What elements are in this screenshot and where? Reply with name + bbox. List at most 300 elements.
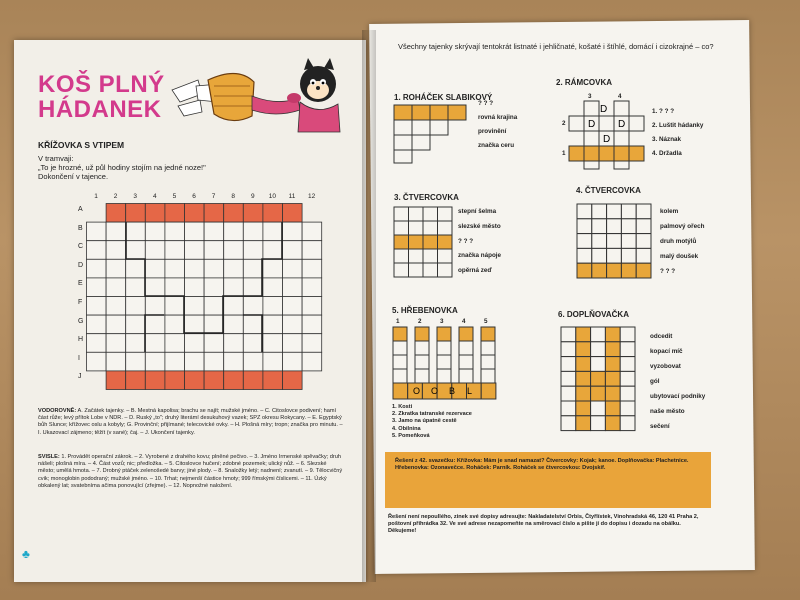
puzzle2-letter: D — [603, 134, 611, 145]
crossword-cell[interactable] — [243, 222, 263, 241]
crossword-cell[interactable] — [145, 241, 165, 260]
crossword-cell[interactable] — [185, 222, 205, 241]
puzzle4-cell[interactable] — [636, 234, 651, 249]
puzzle3-cell[interactable] — [409, 249, 424, 263]
column-number: 2 — [113, 193, 118, 200]
crossword-cell[interactable] — [145, 278, 165, 297]
crossword-cell[interactable] — [283, 278, 303, 297]
crossword-cell[interactable] — [243, 315, 263, 334]
crossword-cell[interactable] — [106, 315, 126, 334]
puzzle5-cell[interactable] — [437, 341, 451, 355]
crossword-cell[interactable] — [87, 241, 107, 260]
tajenka-cell[interactable] — [283, 371, 303, 390]
puzzle5-cell[interactable] — [415, 327, 429, 341]
puzzle5-cell[interactable] — [481, 355, 495, 369]
puzzle3-cell[interactable] — [423, 235, 438, 249]
puzzle5-cell[interactable] — [393, 369, 407, 383]
puzzle3-cell[interactable] — [394, 263, 409, 277]
puzzle4-cell[interactable] — [607, 234, 622, 249]
crossword-cell[interactable] — [224, 334, 244, 353]
crossword-cell[interactable] — [185, 278, 205, 297]
puzzle5-number: 4 — [462, 318, 466, 325]
crossword-cell[interactable] — [106, 297, 126, 316]
puzzle5-cell[interactable] — [393, 327, 407, 341]
puzzle2-title: 2. RÁMCOVKA — [556, 78, 613, 87]
puzzle6-cell[interactable] — [605, 342, 620, 357]
crossword-cell[interactable] — [87, 334, 107, 353]
puzzle3-cell[interactable] — [394, 207, 409, 221]
across-clues: VODOROVNĚ: A. Začátek tajenky. – B. Mestná kapolisa; brachu se najít; mužské jméno. – C. Citoslovce podivení; hamí část růže; levý přítok Lobe v NDR. – D. Ruský „to"; druhý literámí desukuhový vazek; SPZ okresu Rokycany. – E. Egyptský bůh Slunce; křížovec oslu a kobyly; G. Provinční; přijímané; telecovické ovky. – H. Plošná míry; tropn; značka pro minutu. – I. Ukazovací zájmeno; těžít (v sané); čaj. – J. Ukončení tajenky. — [38, 408, 343, 436]
crossword-cell[interactable] — [165, 241, 185, 260]
puzzle5-cell[interactable] — [437, 327, 451, 341]
crossword-cell[interactable] — [165, 352, 185, 371]
footer-text: Řešení není nepoullého, zinek své dopisy adresujte: Nakladatelství Orbis, Čtyřlístek, Vinohradská 46, 120 41 Praha 2, poštovní přihrádka 32. Ve své adrese nezapomeňte na směrovací číslo a pište jí do dopisu i dozadu na obálku. Děkujeme! — [388, 514, 699, 535]
crossword-cell[interactable] — [165, 259, 185, 278]
puzzle6-cell[interactable] — [591, 386, 606, 401]
crossword-cell[interactable] — [283, 315, 303, 334]
row-letter: C — [78, 243, 84, 251]
tajenka-cell[interactable] — [145, 371, 165, 390]
puzzle3-grid[interactable] — [393, 206, 453, 278]
puzzle1-clue-1: ? ? ? — [478, 100, 494, 107]
crossword-cell[interactable] — [204, 259, 224, 278]
puzzle4-clue-2: palmový ořech — [660, 223, 705, 230]
puzzle1-clue-3: provinění — [478, 128, 507, 135]
row-letter: H — [78, 336, 84, 344]
puzzle5-base-cell[interactable] — [393, 383, 408, 399]
tajenka-cell[interactable] — [145, 204, 165, 223]
clover-page-icon: ♣ — [22, 547, 30, 561]
crossword-cell[interactable] — [224, 278, 244, 297]
puzzle3-cell[interactable] — [438, 221, 453, 235]
puzzle4-cell[interactable] — [607, 248, 622, 263]
puzzle3-cell[interactable] — [438, 263, 453, 277]
puzzle6-cell[interactable] — [620, 357, 635, 372]
tajenka-cell[interactable] — [263, 371, 283, 390]
puzzle4-cell[interactable] — [636, 204, 651, 219]
puzzle6-cell[interactable] — [620, 401, 635, 416]
row-letter: F — [78, 299, 83, 306]
crossword-cell[interactable] — [87, 297, 107, 316]
puzzle1-clue-4: značka ceru — [478, 142, 515, 149]
puzzle5-clues: 1. Kosti 2. Zkratka tatranské rezervace 3. Jamo na úpatně cestě 4. Obilnina 5. Pomeňková — [392, 404, 472, 439]
crossword-cell[interactable] — [126, 297, 146, 316]
row-letter: A — [78, 206, 83, 213]
crossword-cell[interactable] — [185, 241, 205, 260]
crossword-cell[interactable] — [185, 259, 205, 278]
puzzle6-cell[interactable] — [605, 357, 620, 372]
row-letter: G — [78, 317, 84, 325]
crossword-cell[interactable] — [204, 278, 224, 297]
crossword-cell[interactable] — [243, 297, 263, 316]
crossword-cell[interactable] — [185, 297, 205, 316]
crossword-cell[interactable] — [263, 241, 283, 260]
crossword-cell[interactable] — [283, 222, 303, 241]
puzzle4-cell[interactable] — [592, 219, 607, 234]
puzzle6-clue-3: vyzobovat — [650, 363, 681, 370]
puzzle4-title: 4. ČTVERCOVKA — [576, 186, 641, 195]
puzzle6-cell[interactable] — [576, 342, 591, 357]
tajenka-cell[interactable] — [263, 204, 283, 223]
puzzle4-cell[interactable] — [636, 248, 651, 263]
puzzle5-cell[interactable] — [459, 341, 473, 355]
crossword-cell[interactable] — [106, 259, 126, 278]
row-letter: J — [78, 373, 82, 381]
puzzle3-cell[interactable] — [409, 221, 424, 235]
puzzle3-cell[interactable] — [438, 249, 453, 263]
puzzle3-cell[interactable] — [423, 249, 438, 263]
crossword-cell[interactable] — [185, 334, 205, 353]
puzzle1-clue-2: rovná krajina — [478, 114, 518, 121]
puzzle5-letter: O — [431, 386, 439, 396]
puzzle4-cell[interactable] — [607, 204, 622, 219]
puzzle6-cell[interactable] — [591, 357, 606, 372]
puzzle4-cell[interactable] — [592, 234, 607, 249]
crossword-cell[interactable] — [165, 278, 185, 297]
crossword-cell[interactable] — [106, 278, 126, 297]
puzzle4-cell[interactable] — [577, 248, 592, 263]
tajenka-cell[interactable] — [224, 371, 244, 390]
book-spine — [362, 30, 376, 582]
crossword-cell[interactable] — [224, 315, 244, 334]
puzzle5-cell[interactable] — [481, 369, 495, 383]
crossword-cell[interactable] — [302, 259, 322, 278]
crossword-cell[interactable] — [243, 352, 263, 371]
puzzle3-cell[interactable] — [438, 207, 453, 221]
crossword-cell[interactable] — [126, 259, 146, 278]
puzzle5-cell[interactable] — [437, 355, 451, 369]
puzzle2-num-4: 4 — [618, 93, 622, 100]
crossword-cell[interactable] — [283, 297, 303, 316]
puzzle6-clue-5: ubytovací podniky — [650, 393, 706, 400]
crossword-cell[interactable] — [243, 241, 263, 260]
crossword-cell[interactable] — [145, 315, 165, 334]
puzzle5-cell[interactable] — [415, 341, 429, 355]
column-number: 12 — [307, 193, 316, 200]
puzzle6-cell[interactable] — [576, 386, 591, 401]
crossword-cell[interactable] — [283, 259, 303, 278]
crossword-cell[interactable] — [263, 334, 283, 353]
puzzle5-cell[interactable] — [481, 327, 495, 341]
puzzle1-title: 1. ROHÁČEK SLABIKOVÝ — [394, 93, 493, 102]
tajenka-cell[interactable] — [204, 204, 224, 223]
crossword-cell[interactable] — [204, 222, 224, 241]
crossword-cell[interactable] — [224, 352, 244, 371]
puzzle4-cell[interactable] — [577, 234, 592, 249]
tajenka-cell[interactable] — [243, 371, 263, 390]
puzzle4-cell[interactable] — [636, 263, 651, 278]
puzzle4-grid[interactable] — [576, 203, 652, 279]
crossword-cell[interactable] — [87, 278, 107, 297]
puzzle4-cell[interactable] — [621, 204, 636, 219]
crossword-cell[interactable] — [204, 352, 224, 371]
crossword-cell[interactable] — [204, 334, 224, 353]
crossword-cell[interactable] — [87, 259, 107, 278]
puzzle3-clue-4: značka nápoje — [458, 252, 502, 259]
puzzle6-cell[interactable] — [561, 342, 576, 357]
puzzle2-letter: D — [600, 104, 608, 115]
crossword-cell[interactable] — [87, 222, 107, 241]
crossword-cell[interactable] — [87, 315, 107, 334]
crossword-cell[interactable] — [145, 222, 165, 241]
puzzle6-cell[interactable] — [561, 371, 576, 386]
puzzle5-cell[interactable] — [459, 327, 473, 341]
puzzle5-title: 5. HŘEBENOVKA — [392, 306, 458, 315]
tajenka-cell[interactable] — [106, 204, 126, 223]
crossword-grid[interactable] — [86, 203, 324, 393]
crossword-cell[interactable] — [145, 334, 165, 353]
puzzle3-clue-1: stepní šelma — [458, 208, 497, 215]
puzzle4-cell[interactable] — [577, 204, 592, 219]
tajenka-cell[interactable] — [165, 371, 185, 390]
crossword-cell[interactable] — [165, 297, 185, 316]
crossword-cell[interactable] — [106, 222, 126, 241]
tajenka-cell[interactable] — [126, 204, 146, 223]
crossword-cell[interactable] — [145, 352, 165, 371]
puzzle3-cell[interactable] — [423, 221, 438, 235]
crossword-cell[interactable] — [106, 352, 126, 371]
crossword-cell[interactable] — [243, 334, 263, 353]
crossword-cell[interactable] — [185, 352, 205, 371]
puzzle4-cell[interactable] — [636, 219, 651, 234]
crossword-cell[interactable] — [126, 334, 146, 353]
column-number: 3 — [133, 193, 137, 200]
answers-box — [385, 452, 711, 508]
tajenka-cell[interactable] — [204, 371, 224, 390]
crossword-cell[interactable] — [283, 241, 303, 260]
crossword-cell[interactable] — [165, 315, 185, 334]
puzzle6-cell[interactable] — [605, 386, 620, 401]
crossword-cell[interactable] — [263, 222, 283, 241]
right-intro: Všechny tajenky skrývají tentokrát listnaté i jehličnaté, košaté i štíhlé, domácí i cizokrajné – co? — [398, 42, 714, 51]
puzzle4-clue-3: druh motýlů — [660, 238, 697, 245]
puzzle4-cell[interactable] — [621, 234, 636, 249]
puzzle6-clue-7: sečení — [650, 423, 670, 430]
puzzle4-clue-1: kolem — [660, 208, 679, 215]
tajenka-cell[interactable] — [185, 371, 205, 390]
tajenka-cell[interactable] — [283, 204, 303, 223]
puzzle6-cell[interactable] — [620, 416, 635, 431]
column-number: 9 — [250, 193, 255, 200]
crossword-cell[interactable] — [302, 278, 322, 297]
puzzle3-clue-2: slezské město — [458, 223, 501, 230]
crossword-cell[interactable] — [145, 297, 165, 316]
column-number: 7 — [211, 193, 216, 200]
puzzle6-cell[interactable] — [591, 401, 606, 416]
puzzle5-number: 5 — [484, 318, 488, 325]
puzzle6-cell[interactable] — [576, 371, 591, 386]
crossword-cell[interactable] — [126, 278, 146, 297]
puzzle3-cell[interactable] — [409, 263, 424, 277]
crossword-cell[interactable] — [145, 259, 165, 278]
puzzle5-cell[interactable] — [459, 355, 473, 369]
puzzle6-cell[interactable] — [591, 327, 606, 342]
puzzle3-cell[interactable] — [394, 221, 409, 235]
puzzle4-cell[interactable] — [621, 263, 636, 278]
column-number: 4 — [152, 193, 157, 200]
puzzle5-letter: B — [449, 386, 456, 396]
crossword-cell[interactable] — [126, 315, 146, 334]
puzzle5-cell[interactable] — [415, 369, 429, 383]
puzzle3-cell[interactable] — [423, 207, 438, 221]
puzzle6-clue-1: odcedit — [650, 333, 673, 340]
puzzle5-cell[interactable] — [459, 369, 473, 383]
puzzle4-cell[interactable] — [607, 219, 622, 234]
puzzle6-cell[interactable] — [605, 416, 620, 431]
puzzle6-cell[interactable] — [620, 386, 635, 401]
puzzle5-number: 3 — [440, 318, 444, 325]
puzzle3-cell[interactable] — [394, 235, 409, 249]
crossword-cell[interactable] — [165, 222, 185, 241]
tajenka-cell[interactable] — [243, 204, 263, 223]
crossword-cell[interactable] — [263, 352, 283, 371]
column-number: 6 — [192, 193, 196, 200]
tajenka-cell[interactable] — [165, 204, 185, 223]
puzzle6-cell[interactable] — [561, 416, 576, 431]
puzzle5-cell[interactable] — [481, 341, 495, 355]
column-number: 10 — [268, 193, 276, 200]
puzzle6-cell[interactable] — [620, 342, 635, 357]
puzzle4-cell[interactable] — [592, 204, 607, 219]
crossword-cell[interactable] — [283, 352, 303, 371]
puzzle6-cell[interactable] — [605, 401, 620, 416]
crossword-cell[interactable] — [302, 334, 322, 353]
puzzle6-cell[interactable] — [561, 357, 576, 372]
crossword-cell[interactable] — [126, 241, 146, 260]
crossword-cell[interactable] — [87, 352, 107, 371]
puzzle4-cell[interactable] — [577, 219, 592, 234]
answers-title: Řešení z 42. svazečku: — [395, 458, 456, 464]
puzzle3-cell[interactable] — [423, 263, 438, 277]
crossword-cell[interactable] — [243, 259, 263, 278]
puzzle6-cell[interactable] — [591, 416, 606, 431]
puzzle4-cell[interactable] — [592, 263, 607, 278]
puzzle3-title: 3. ČTVERCOVKA — [394, 193, 459, 202]
crossword-cell[interactable] — [224, 241, 244, 260]
puzzle5-cell[interactable] — [437, 369, 451, 383]
section-heading: KŘÍŽOVKA S VTIPEM — [38, 140, 125, 150]
puzzle2-clue-4: 4. Držadla — [652, 150, 682, 157]
crossword-cell[interactable] — [224, 259, 244, 278]
puzzle5-letter: O — [413, 386, 421, 396]
puzzle6-clue-6: naše město — [650, 408, 685, 415]
puzzle6-cell[interactable] — [620, 371, 635, 386]
puzzle3-cell[interactable] — [394, 249, 409, 263]
puzzle4-cell[interactable] — [607, 263, 622, 278]
crossword-cell[interactable] — [204, 315, 224, 334]
puzzle2-num-3: 3 — [588, 93, 592, 100]
puzzle6-cell[interactable] — [576, 357, 591, 372]
crossword-cell[interactable] — [126, 222, 146, 241]
puzzle6-grid[interactable] — [560, 326, 636, 432]
puzzle2-clue-3: 3. Náznak — [652, 136, 682, 143]
crossword-cell[interactable] — [126, 352, 146, 371]
puzzle3-clue-5: opěrná zeď — [458, 267, 492, 274]
puzzle6-clue-4: gól — [650, 378, 660, 385]
cat-with-basket-illustration — [168, 56, 354, 136]
puzzle3-cell[interactable] — [409, 235, 424, 249]
puzzle2-letter: D — [588, 119, 596, 130]
puzzle6-cell[interactable] — [620, 327, 635, 342]
puzzle2-letter: D — [618, 119, 626, 130]
puzzle4-cell[interactable] — [621, 248, 636, 263]
puzzle5-number: 2 — [418, 318, 422, 325]
crossword-cell[interactable] — [243, 278, 263, 297]
crossword-cell[interactable] — [302, 315, 322, 334]
puzzle5-letter: L — [467, 386, 473, 396]
puzzle4-cell[interactable] — [592, 248, 607, 263]
column-number: 11 — [288, 193, 296, 200]
puzzle1-grid[interactable] — [393, 104, 473, 164]
puzzle2-side-2: 2 — [562, 120, 566, 127]
puzzle5-cell[interactable] — [393, 355, 407, 369]
crossword-cell[interactable] — [224, 222, 244, 241]
crossword-cell[interactable] — [263, 259, 283, 278]
crossword-cell[interactable] — [224, 297, 244, 316]
crossword-cell[interactable] — [302, 222, 322, 241]
puzzle3-cell[interactable] — [438, 235, 453, 249]
puzzle4-cell[interactable] — [621, 219, 636, 234]
puzzle4-clue-4: malý doušek — [660, 253, 699, 260]
puzzle4-clue-5: ? ? ? — [660, 268, 676, 275]
puzzle6-cell[interactable] — [561, 327, 576, 342]
tajenka-cell[interactable] — [185, 204, 205, 223]
crossword-cell[interactable] — [302, 297, 322, 316]
crossword-cell[interactable] — [204, 297, 224, 316]
row-letter: D — [78, 261, 84, 269]
column-number: 5 — [172, 193, 177, 200]
crossword-cell[interactable] — [263, 315, 283, 334]
answers-text: Křížovka: Mám je snad namazat? Čtvercovky: Kojak; kanoe. Doplňovačka: Plachetnice. Hřebenovka: Ozonavečce. Roháček: Parník. Roháček se čtvercovkou: Dvojskif. — [395, 458, 689, 472]
puzzle4-cell[interactable] — [577, 263, 592, 278]
puzzle6-cell[interactable] — [561, 386, 576, 401]
crossword-cell[interactable] — [302, 241, 322, 260]
puzzle6-title: 6. DOPLŇOVAČKA — [558, 310, 629, 319]
puzzle6-cell[interactable] — [591, 342, 606, 357]
puzzle6-cell[interactable] — [591, 371, 606, 386]
crossword-cell[interactable] — [263, 297, 283, 316]
crossword-cell[interactable] — [106, 241, 126, 260]
crossword-cell[interactable] — [106, 334, 126, 353]
puzzle5-cell[interactable] — [393, 341, 407, 355]
puzzle5-cell[interactable] — [415, 355, 429, 369]
row-letter: I — [78, 354, 80, 362]
crossword-cell[interactable] — [204, 241, 224, 260]
puzzle2-side-1: 1 — [562, 150, 566, 157]
page-title: KOŠ PLNÝ HÁDANEK — [38, 71, 165, 123]
puzzle6-cell[interactable] — [605, 371, 620, 386]
crossword-cell[interactable] — [302, 352, 322, 371]
crossword-cell[interactable] — [263, 278, 283, 297]
puzzle6-clue-2: kopací míč — [650, 348, 683, 355]
crossword-cell[interactable] — [283, 334, 303, 353]
puzzle5-number: 1 — [396, 318, 400, 325]
puzzle6-cell[interactable] — [605, 327, 620, 342]
crossword-cell[interactable] — [165, 334, 185, 353]
puzzle2-clue-1: 1. ? ? ? — [652, 108, 675, 115]
puzzle6-cell[interactable] — [561, 401, 576, 416]
puzzle6-cell[interactable] — [576, 401, 591, 416]
puzzle6-cell[interactable] — [576, 416, 591, 431]
column-number: 1 — [94, 193, 98, 200]
tajenka-cell[interactable] — [106, 371, 126, 390]
puzzle3-cell[interactable] — [409, 207, 424, 221]
crossword-cell[interactable] — [185, 315, 205, 334]
puzzle6-cell[interactable] — [576, 327, 591, 342]
tajenka-cell[interactable] — [126, 371, 146, 390]
tajenka-cell[interactable] — [224, 204, 244, 223]
puzzle5-base-cell[interactable] — [481, 383, 496, 399]
